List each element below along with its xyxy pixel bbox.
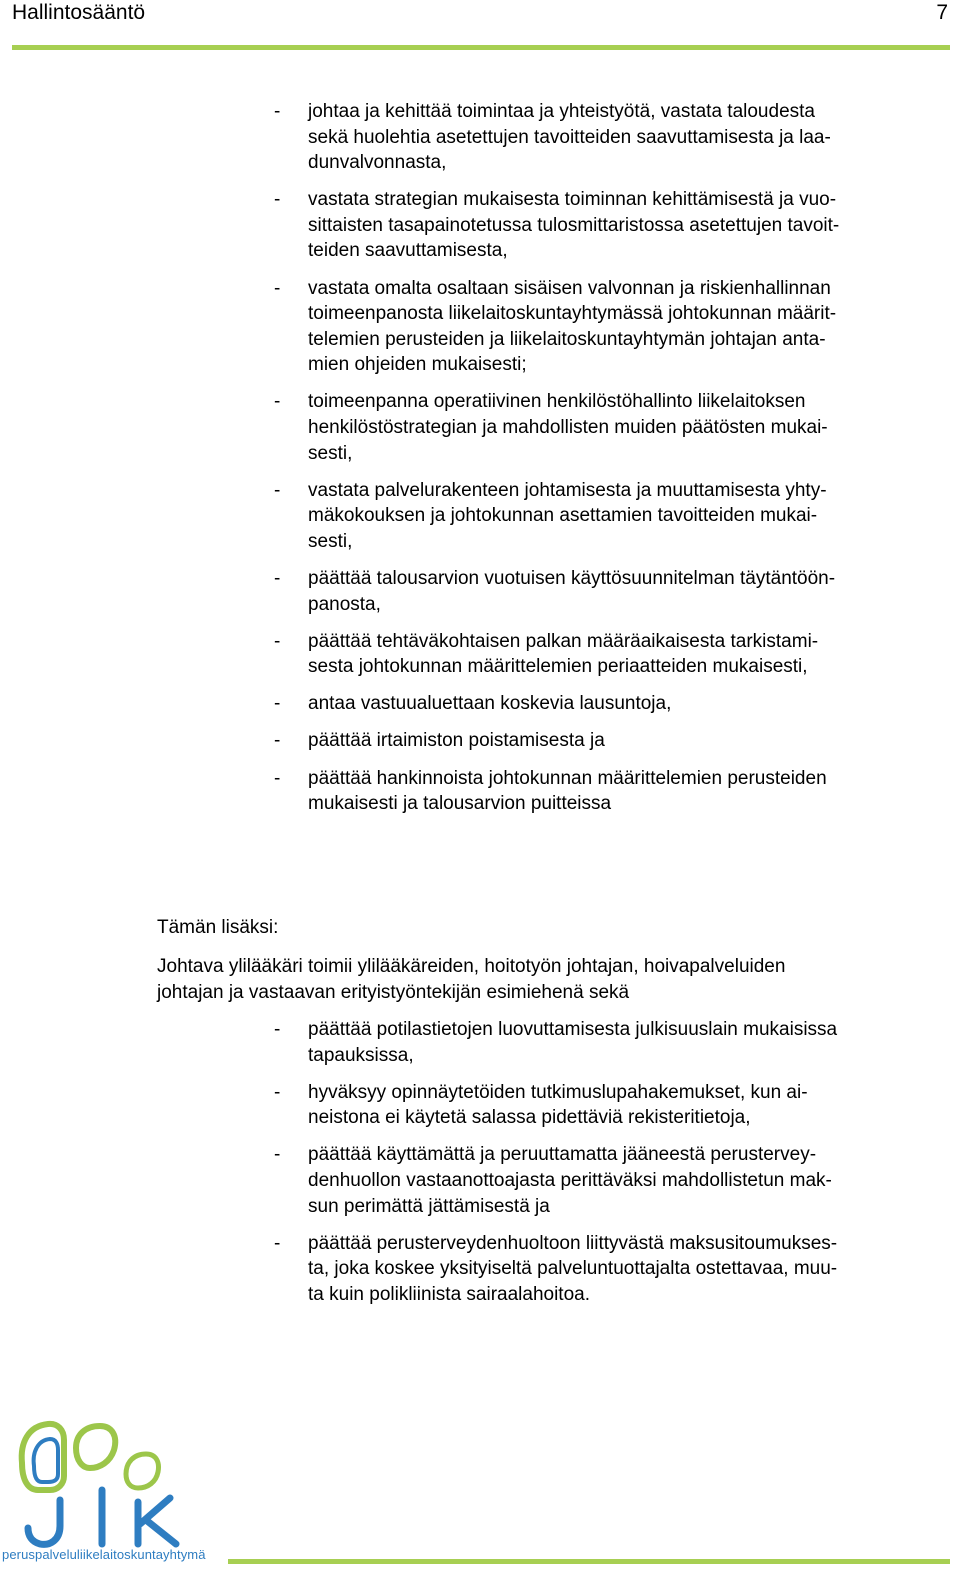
duties-list (270, 99, 940, 817)
list-item (270, 691, 940, 717)
list-item-line: päättää käyttämättä ja peruuttamatta jääneestä perustervey- (308, 1144, 817, 1166)
list-item-line: mäkokouksen ja johtokunnan asettamien tavoitteiden mukai- (308, 505, 818, 527)
list-item-line: päättää tehtäväkohtaisen palkan määräaikaisesta tarkistami- (308, 630, 819, 652)
list-item-line: dunvalvonnasta, (308, 152, 447, 174)
list-item (270, 1080, 940, 1131)
list-item-line: päättää perusterveydenhuoltoon liittyvästä maksusitoumukses- (308, 1232, 838, 1254)
list-item (270, 766, 940, 817)
list-item (270, 1231, 940, 1308)
list-item (270, 629, 940, 680)
list-item-line: toimeenpanosta liikelaitoskuntayhtymässä johtokunnan määrit- (308, 303, 837, 325)
addition-paragraph (157, 954, 937, 1006)
list-item-line: mien ohjeiden mukaisesti; (308, 354, 527, 376)
list-item-line: ta kuin polikliinista sairaalahoitoa. (308, 1283, 590, 1305)
list-item-line: sesti, (308, 530, 353, 552)
document-title: Hallintosääntö (12, 1, 146, 24)
list-item-line: antaa vastuualuettaan koskevia lausuntoja, (308, 693, 672, 715)
jik-logo (10, 1418, 220, 1568)
list-item-line: päättää potilastietojen luovuttamisesta julkisuuslain mukaisissa (308, 1019, 838, 1040)
list-item (270, 728, 940, 754)
list-item-line: vastata palvelurakenteen johtamisesta ja muuttamisesta yhty- (308, 479, 827, 501)
footer-tagline: peruspalveluliikelaitoskuntayhtymä (2, 1547, 206, 1562)
list-item-line: sekä huolehtia asetettujen tavoitteiden saavuttamisesta ja laa- (308, 126, 831, 148)
list-item-line: telemien perusteiden ja liikelaitoskuntayhtymän johtajan anta- (308, 328, 826, 350)
list-item-line: sun perimättä jättämisestä ja (308, 1195, 550, 1217)
list-item (270, 389, 940, 466)
list-item-line: päättää talousarvion vuotuisen käyttösuunnitelman täytäntöön- (308, 568, 836, 589)
list-item-line: tapauksissa, (308, 1044, 414, 1066)
list-item-line: hyväksyy opinnäytetöiden tutkimuslupahakemukset, kun ai- (308, 1081, 808, 1103)
addition-heading: Tämän lisäksi: (157, 917, 279, 938)
page-header (0, 0, 960, 30)
header-divider (12, 45, 950, 50)
list-item-line: mukaisesti ja talousarvion puitteissa (308, 793, 612, 815)
list-item (270, 1017, 940, 1068)
list-item-line: toimeenpanna operatiivinen henkilöstöhallinto liikelaitoksen (308, 391, 806, 413)
list-item-line: panosta, (308, 593, 381, 615)
footer-divider (228, 1559, 950, 1564)
list-item (270, 99, 940, 176)
list-item (270, 566, 940, 617)
list-item-line: sesta johtokunnan määrittelemien periaatteiden mukaisesti, (308, 656, 808, 678)
list-item (270, 276, 940, 378)
list-item-line: johtaa ja kehittää toimintaa ja yhteistyötä, vastata taloudesta (308, 101, 815, 122)
list-item-line: päättää hankinnoista johtokunnan määrittelemien perusteiden (308, 767, 827, 789)
list-item (270, 187, 940, 264)
page-number: 7 (936, 1, 948, 24)
list-item-line: denhuollon vastaanottoajasta perittäväksi mahdollistetun mak- (308, 1169, 832, 1191)
list-item-line: vastata omalta osaltaan sisäisen valvonnan ja riskienhallinnan (308, 277, 831, 299)
list-item (270, 1142, 940, 1219)
list-item-line: vastata strategian mukaisesta toiminnan kehittämisestä ja vuo- (308, 189, 837, 211)
list-item-line: ta, joka koskee yksityiseltä palveluntuottajalta ostettavaa, muu- (308, 1258, 838, 1280)
list-item-line: sittaisten tasapainotetussa tulosmittaristossa asetettujen tavoit- (308, 214, 840, 236)
list-item-line: sesti, (308, 442, 353, 464)
chief-physician-duties-list (270, 1017, 940, 1307)
list-item-line: neistona ei käytetä salassa pidettäviä rekisteritietoja, (308, 1107, 751, 1129)
paragraph-line: johtajan ja vastaavan erityistyöntekijän esimiehenä sekä (157, 982, 630, 1003)
list-item-line: päättää irtaimiston poistamisesta ja (308, 730, 605, 752)
list-item-line: henkilöstöstrategian ja mahdollisten muiden päätösten mukai- (308, 417, 828, 439)
paragraph-line: Johtava ylilääkäri toimii ylilääkäreiden, hoitotyön johtajan, hoivapalveluiden (157, 956, 786, 977)
list-item-line: teiden saavuttamisesta, (308, 240, 508, 262)
list-item (270, 478, 940, 555)
